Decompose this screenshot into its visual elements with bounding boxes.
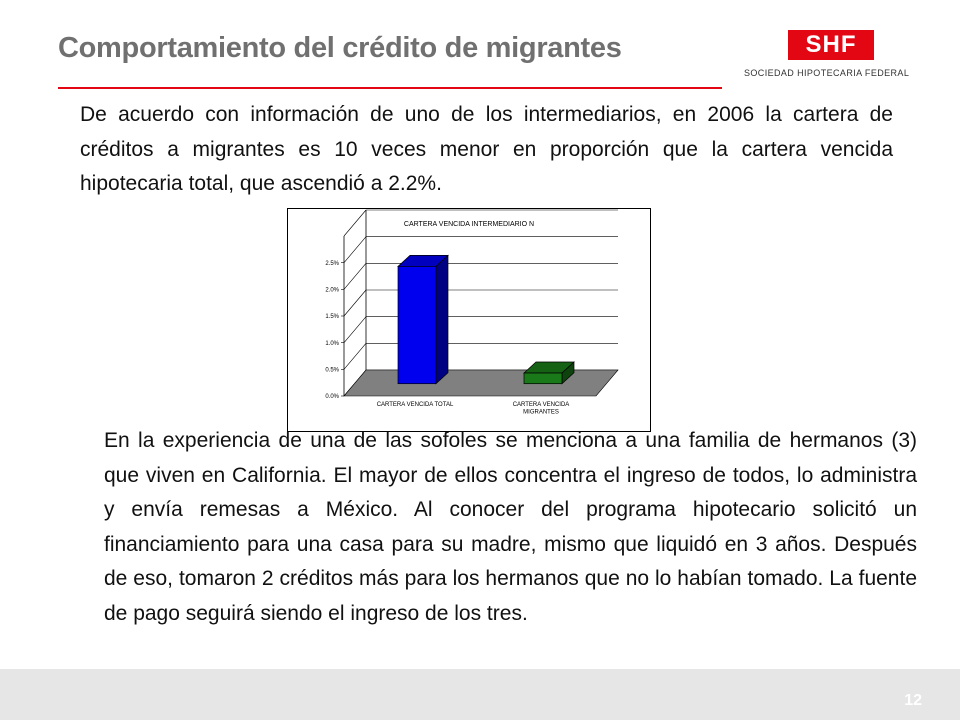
x-tick-label: CARTERA VENCIDA TOTAL: [376, 402, 454, 408]
chart-frame: [287, 208, 651, 432]
grid-diagonal: [344, 210, 366, 236]
case-paragraph: En la experiencia de una de las sofoles se menciona a una familia de hermanos (3) que viven en California. El mayor de ellos concentra el ingreso de todos, lo administra y envía remesas a México. Al conocer del programa hipotecario solicitó un financiamiento para una casa para su madre, mismo que liquidó en 3 años. Después de eso, tomaron 2 créditos más para los hermanos que no lo habían tomado. La fuente de pago seguirá siendo el ingreso de los tres.: [104, 429, 917, 625]
y-tick-label: 2.5%: [325, 260, 339, 267]
grid-diagonal: [344, 317, 366, 343]
bar: [524, 373, 562, 384]
logo-mark: SHF: [788, 30, 874, 60]
bar: [398, 266, 436, 383]
grid-diagonal: [344, 290, 366, 316]
chart-floor: [344, 370, 618, 396]
y-tick-label: 1.5%: [325, 314, 339, 321]
bar-side: [436, 255, 448, 383]
x-tick-label: CARTERA VENCIDA: [512, 402, 570, 408]
x-tick-label: MIGRANTES: [523, 409, 559, 416]
y-tick-label: 0.5%: [325, 367, 339, 374]
bar-chart: [288, 209, 650, 431]
grid-diagonal: [344, 263, 366, 289]
logo-subtitle: SOCIEDAD HIPOTECARIA FEDERAL: [744, 68, 910, 78]
page-number: 12: [904, 692, 922, 709]
y-tick-label: 2.0%: [325, 287, 339, 294]
footer-bar: [0, 669, 960, 720]
grid-diagonal: [344, 343, 366, 369]
grid-diagonal: [344, 237, 366, 263]
y-tick-label: 0.0%: [325, 394, 339, 401]
shf-logo: [742, 26, 910, 82]
intro-paragraph: De acuerdo con información de uno de los intermediarios, en 2006 la cartera de créditos a migrantes es 10 veces menor en proporción que la cartera vencida hipotecaria total, que ascendió a 2.2%.: [80, 103, 893, 195]
title-divider: [58, 87, 722, 89]
chart-title: CARTERA VENCIDA INTERMEDIARIO N: [403, 221, 535, 228]
slide-title: Comportamiento del crédito de migrantes: [58, 32, 622, 64]
y-tick-label: 1.0%: [325, 340, 339, 347]
